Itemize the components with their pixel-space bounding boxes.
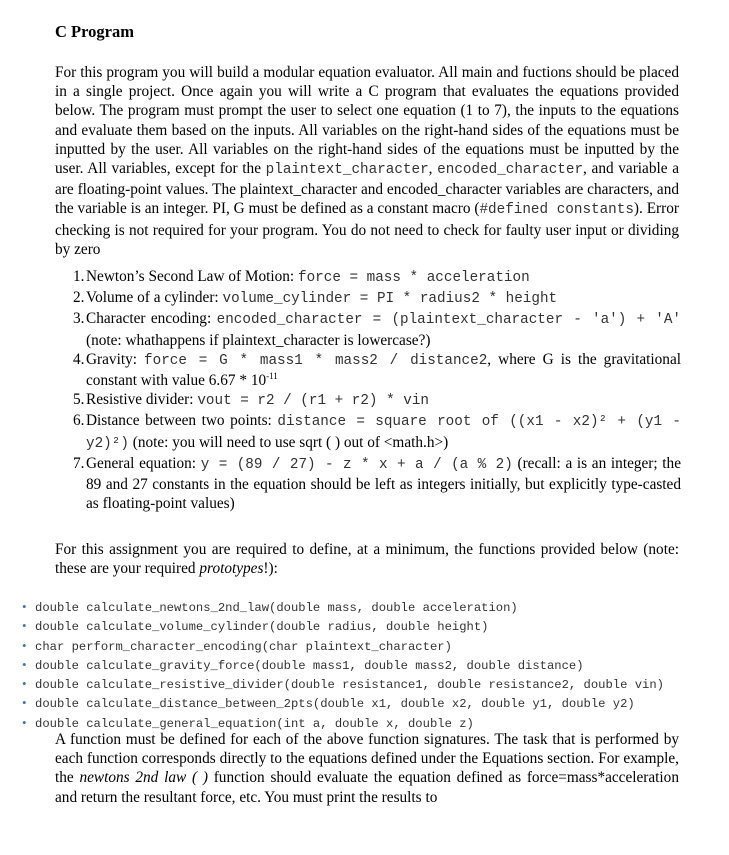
equation-code: force = G * mass1 * mass2 / distance2 [144,352,488,369]
intro-text-3: , and variable a are floating-point values. The plaintext_character and encoded_character variables are characters, and the variable is an integer. PI, G must be defined as a constant macro ( [55,160,679,218]
code-plaintext-character: plaintext_character [265,162,429,179]
equation-code: y = (89 / 27) - z * x + a / (a % 2) [200,456,513,473]
equation-code: vout = r2 / (r1 + r2) * vin [197,393,429,410]
page-title: C Program [55,22,134,41]
equation-code: encoded_character = (plaintext_character - 'a') + 'A' [216,312,682,329]
prototype-item: • double calculate_general_equation(int a, double x, double z) [22,714,474,731]
code-encoded-character: encoded_character [437,162,584,179]
bullet-icon: • [22,599,27,614]
bullet-icon: • [22,695,27,711]
intro-text-2: , [428,160,438,178]
equation-list [73,267,681,513]
bullet-icon: • [22,676,27,692]
prototype-item: • char perform_character_encoding(char plaintext_character) [22,637,452,654]
closing-emphasis: newtons 2nd law ( ) [79,769,208,787]
equation-item: 7.General equation: y = (89 / 27) - z * x + a / (a % 2) (recall: a is an integer; the 89 and 27 constants in the equation should be left as integers initially, but explicitly type-casted as floating-point values) [73,454,681,513]
bullet-icon: • [22,637,27,653]
equation-code: volume_cylinder = PI * radius2 * height [222,291,558,308]
prototype-list [22,598,664,733]
intro-text-4: ). Error checking is not required for your program. You do not need to check for faulty user input or dividing by zero [55,200,679,258]
prototype-item: • double calculate_gravity_force(double mass1, double mass2, double distance) [22,656,584,673]
prototype-item: • double calculate_volume_cylinder(double radius, double height) [22,618,489,635]
bullet-icon: • [22,714,27,730]
bullet-icon: • [22,656,27,672]
code-defined-constants: #defined constants [479,202,634,219]
equation-item: 4.Gravity: force = G * mass1 * mass2 / distance2, where G is the gravitational constant with value $6.67 * 10^{-11}$ [73,350,681,390]
bullet-icon: • [22,618,27,634]
prototypes-emphasis: prototypes [199,560,264,578]
equation-item: 1.Newton’s Second Law of Motion: force = mass * acceleration [73,268,530,286]
gravity-exponent: -11 [266,370,278,381]
closing-paragraph: A function must be defined for each of the above function signatures. The task that is performed by each function corresponds directly to the equations defined under the Equations section. For example, the newtons 2nd law ( ) function should evaluate the equation defined as force=mass*acceleration and return the resultant force, etc. You must print the results to [55,731,679,806]
equation-item: 2.Volume of a cylinder: volume_cylinder = PI * radius2 * height [73,289,558,308]
prototype-item: • double calculate_distance_between_2pts(double x1, double x2, double y1, double y2) [22,695,635,712]
prototype-item: • double calculate_resistive_divider(double resistance1, double resistance2, double vin) [22,676,664,693]
intro-text-1: For this program you will build a modular equation evaluator. All main and fuctions should be placed in a single project. Once again you will write a C program that evaluates the equations provided below. The program must prompt the user to select one equation (1 to 7), the inputs to the equations and evaluate them based on the inputs. All variables on the right-hand sides of the equations must be inputted by the user. All variables on the right-hand sides of the equations must be inputted by the user. All variables, except for the [55,64,679,178]
intro-paragraph [55,63,679,259]
prototypes-intro: For this assignment you are required to define, at a minimum, the functions provided below (note: these are your required prototypes!): [55,541,679,578]
prototype-item: • double calculate_newtons_2nd_law(double mass, double acceleration) [22,599,518,615]
equation-item: 3.Character encoding: encoded_character = (plaintext_character - 'a') + 'A' (note: whathappens if plaintext_character is lowercase?) [73,310,682,349]
equation-item: 6.Distance between two points: distance = square root of ((x1 - x2)² + (y1 - y2)²) (note: you will need to use sqrt ( ) out of <math.h>) [73,412,681,452]
equation-item: 5.Resistive divider: vout = r2 / (r1 + r2) * vin [73,391,429,410]
equation-code: distance = square root of ((x1 - x2)² + (y1 - y2)²) [86,414,681,452]
equation-code: force = mass * acceleration [298,270,530,286]
